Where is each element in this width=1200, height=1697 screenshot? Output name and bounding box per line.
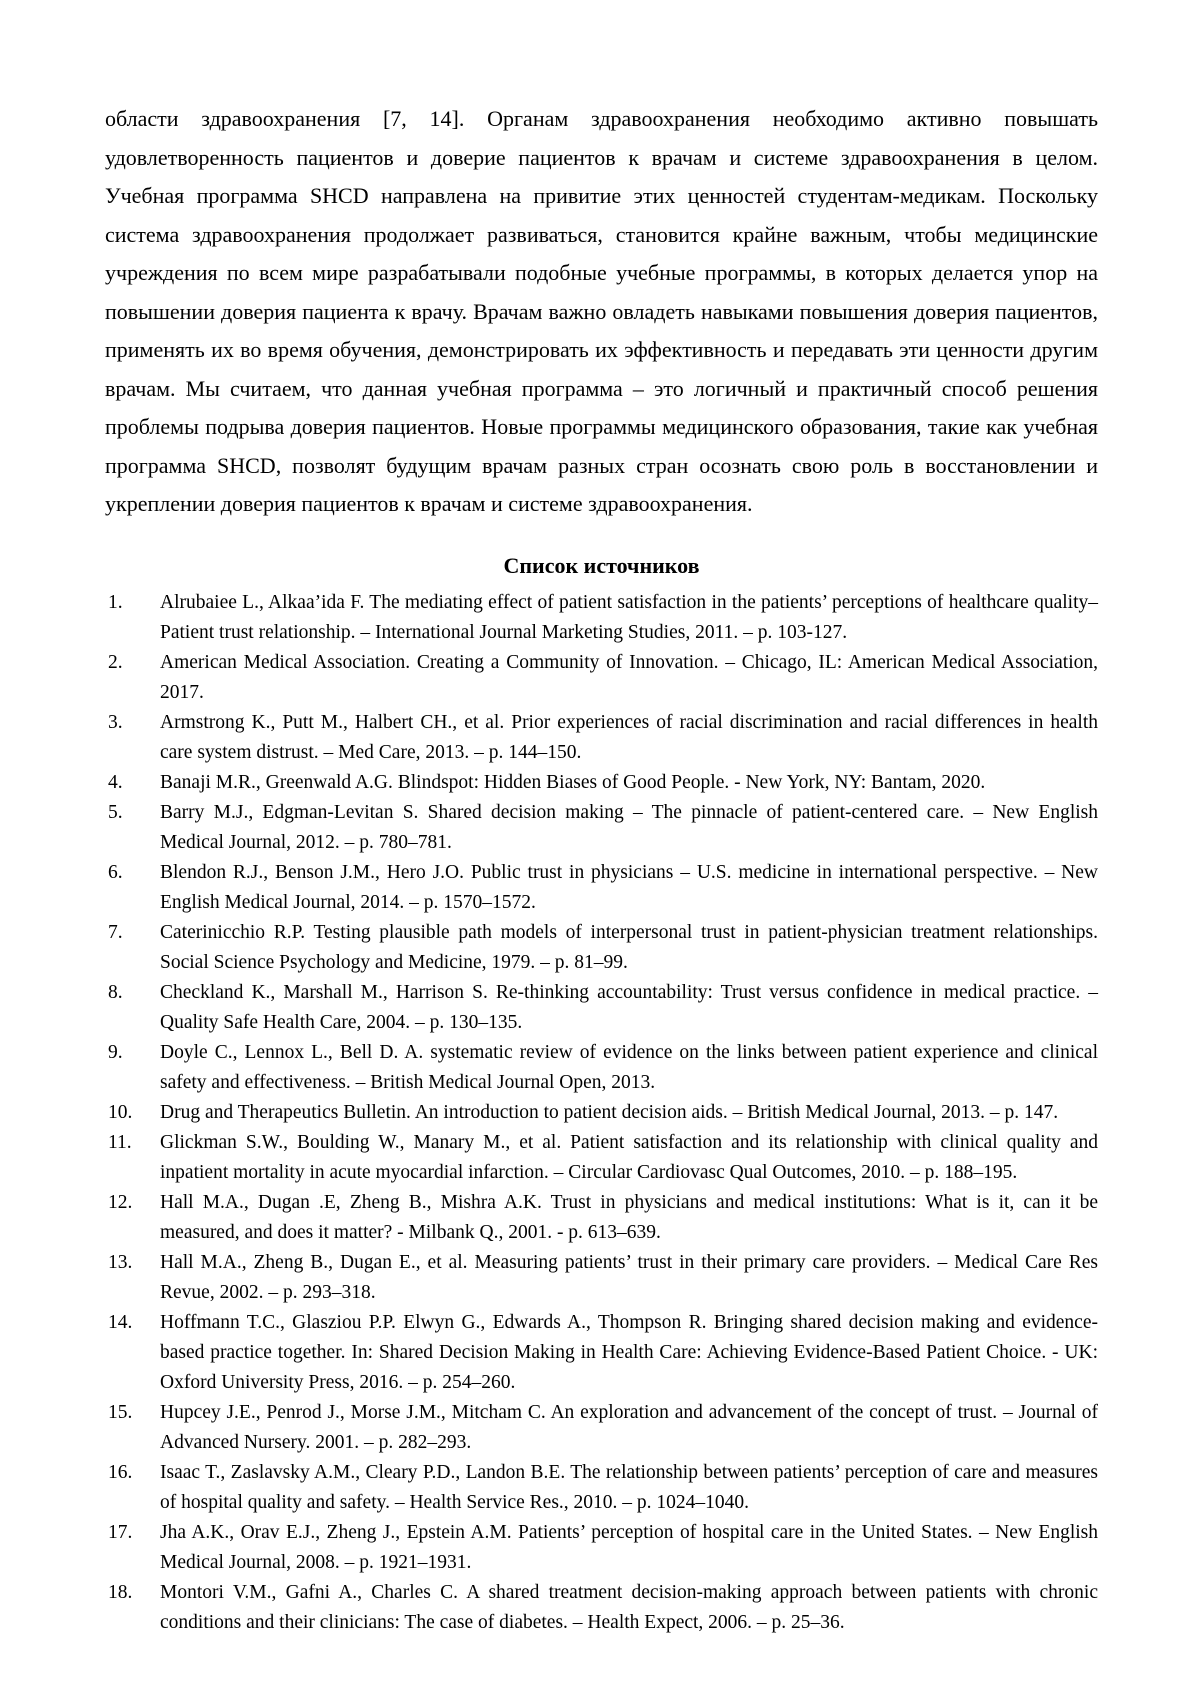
- reference-item: [105, 708, 1098, 768]
- reference-text: American Medical Association. Creating a Community of Innovation. – Chicago, IL: American Medical Association, 2017.: [160, 651, 1098, 703]
- reference-number: 15.: [108, 1401, 133, 1423]
- reference-text: Checkland K., Marshall M., Harrison S. Re-thinking accountability: Trust versus confidence in medical practice. – Quality Safe Health Care, 2004. – p. 130–135.: [160, 981, 1098, 1033]
- reference-item: [105, 918, 1098, 978]
- reference-text: Barry M.J., Edgman-Levitan S. Shared decision making – The pinnacle of patient-centered care. – New English Medical Journal, 2012. – p. 780–781.: [160, 801, 1098, 853]
- reference-number: 17.: [108, 1521, 133, 1543]
- reference-number: 18.: [108, 1581, 133, 1603]
- reference-number: 10.: [108, 1101, 133, 1123]
- reference-text: Isaac T., Zaslavsky A.M., Cleary P.D., Landon B.E. The relationship between patients’ perception of care and measures of hospital quality and safety. – Health Service Res., 2010. – p. 1024–1040.: [160, 1461, 1098, 1513]
- reference-number: 9.: [108, 1041, 123, 1063]
- reference-number: 3.: [108, 711, 123, 733]
- reference-number: 2.: [108, 651, 123, 673]
- reference-number: 11.: [108, 1131, 132, 1153]
- reference-item: [105, 768, 1098, 798]
- reference-item: [105, 1038, 1098, 1098]
- reference-number: 13.: [108, 1251, 133, 1273]
- reference-item: [105, 978, 1098, 1038]
- reference-text: Hall M.A., Dugan .E, Zheng B., Mishra A.K. Trust in physicians and medical institutions: What is it, can it be measured, and does it matter? - Milbank Q., 2001. - p. 613–639.: [160, 1191, 1098, 1243]
- reference-item: [105, 858, 1098, 918]
- reference-text: Drug and Therapeutics Bulletin. An introduction to patient decision aids. – British Medical Journal, 2013. – p. 147.: [160, 1101, 1059, 1123]
- reference-item: [105, 1578, 1098, 1638]
- reference-item: [105, 588, 1098, 648]
- reference-text: Alrubaiee L., Alkaa’ida F. The mediating effect of patient satisfaction in the patients’ perceptions of healthcare quality–Patient trust relationship. – International Journal Marketing Studies, 2011. – p. 103-127.: [160, 591, 1098, 643]
- reference-item: [105, 1128, 1098, 1188]
- reference-item: [105, 1518, 1098, 1578]
- reference-number: 16.: [108, 1461, 133, 1483]
- reference-text: Hupcey J.E., Penrod J., Morse J.M., Mitcham C. An exploration and advancement of the concept of trust. – Journal of Advanced Nursery. 2001. – p. 282–293.: [160, 1401, 1098, 1453]
- reference-text: Jha A.K., Orav E.J., Zheng J., Epstein A.M. Patients’ perception of hospital care in the United States. – New English Medical Journal, 2008. – p. 1921–1931.: [160, 1521, 1098, 1573]
- reference-item: [105, 798, 1098, 858]
- reference-number: 1.: [108, 591, 123, 613]
- reference-text: Armstrong K., Putt M., Halbert CH., et al. Prior experiences of racial discrimination and racial differences in health care system distrust. – Med Care, 2013. – p. 144–150.: [160, 711, 1098, 763]
- reference-item: [105, 648, 1098, 708]
- reference-text: Glickman S.W., Boulding W., Manary M., et al. Patient satisfaction and its relationship with clinical quality and inpatient mortality in acute myocardial infarction. – Circular Cardiovasc Qual Outcomes, 2010. – p. 188–195.: [160, 1131, 1098, 1183]
- reference-text: Montori V.M., Gafni A., Charles C. A shared treatment decision-making approach between patients with chronic conditions and their clinicians: The case of diabetes. – Health Expect, 2006. – p. 25–36.: [160, 1581, 1098, 1633]
- reference-number: 5.: [108, 801, 123, 823]
- reference-text: Hoffmann T.C., Glasziou P.P. Elwyn G., Edwards A., Thompson R. Bringing shared decision making and evidence-based practice together. In: Shared Decision Making in Health Care: Achieving Evidence-Based Patient Choice. - UK: Oxford University Press, 2016. – p. 254–260.: [160, 1311, 1098, 1393]
- reference-item: [105, 1458, 1098, 1518]
- reference-number: 12.: [108, 1191, 133, 1213]
- reference-text: Caterinicchio R.P. Testing plausible path models of interpersonal trust in patient-physician treatment relationships. Social Science Psychology and Medicine, 1979. – p. 81–99.: [160, 921, 1098, 973]
- reference-item: [105, 1188, 1098, 1248]
- page-content: [105, 100, 1098, 1638]
- reference-item: [105, 1398, 1098, 1458]
- reference-text: Banaji M.R., Greenwald A.G. Blindspot: Hidden Biases of Good People. - New York, NY: Bantam, 2020.: [160, 771, 986, 793]
- reference-number: 7.: [108, 921, 123, 943]
- body-paragraph: области здравоохранения [7, 14]. Органам здравоохранения необходимо активно повышать удовлетворенность пациентов и доверие пациентов к врачам и системе здравоохранения в целом. Учебная программа SHCD направлена на привитие этих ценностей студентам-медикам. Поскольку система здравоохранения продолжает развиваться, становится крайне важным, чтобы медицинские учреждения по всем мире разрабатывали подобные учебные программы, в которых делается упор на повышении доверия пациента к врачу. Врачам важно овладеть навыками повышения доверия пациентов, применять их во время обучения, демонстрировать их эффективность и передавать эти ценности другим врачам. Мы считаем, что данная учебная программа – это логичный и практичный способ решения проблемы подрыва доверия пациентов. Новые программы медицинского образования, такие как учебная программа SHCD, позволят будущим врачам разных стран осознать свою роль в восстановлении и укреплении доверия пациентов к врачам и системе здравоохранения.: [105, 106, 1098, 516]
- reference-number: 14.: [108, 1311, 133, 1333]
- reference-item: [105, 1308, 1098, 1398]
- reference-text: Doyle C., Lennox L., Bell D. A. systematic review of evidence on the links between patient experience and clinical safety and effectiveness. – British Medical Journal Open, 2013.: [160, 1041, 1098, 1093]
- reference-item: [105, 1248, 1098, 1308]
- reference-number: 6.: [108, 861, 123, 883]
- reference-text: Blendon R.J., Benson J.M., Hero J.O. Public trust in physicians – U.S. medicine in international perspective. – New English Medical Journal, 2014. – p. 1570–1572.: [160, 861, 1098, 913]
- references-heading: Список источников: [503, 552, 700, 578]
- reference-item: [105, 1098, 1098, 1128]
- references-list: [105, 588, 1098, 1638]
- reference-number: 8.: [108, 981, 123, 1003]
- reference-number: 4.: [108, 771, 123, 793]
- reference-text: Hall M.A., Zheng B., Dugan E., et al. Measuring patients’ trust in their primary care providers. – Medical Care Res Revue, 2002. – p. 293–318.: [160, 1251, 1098, 1303]
